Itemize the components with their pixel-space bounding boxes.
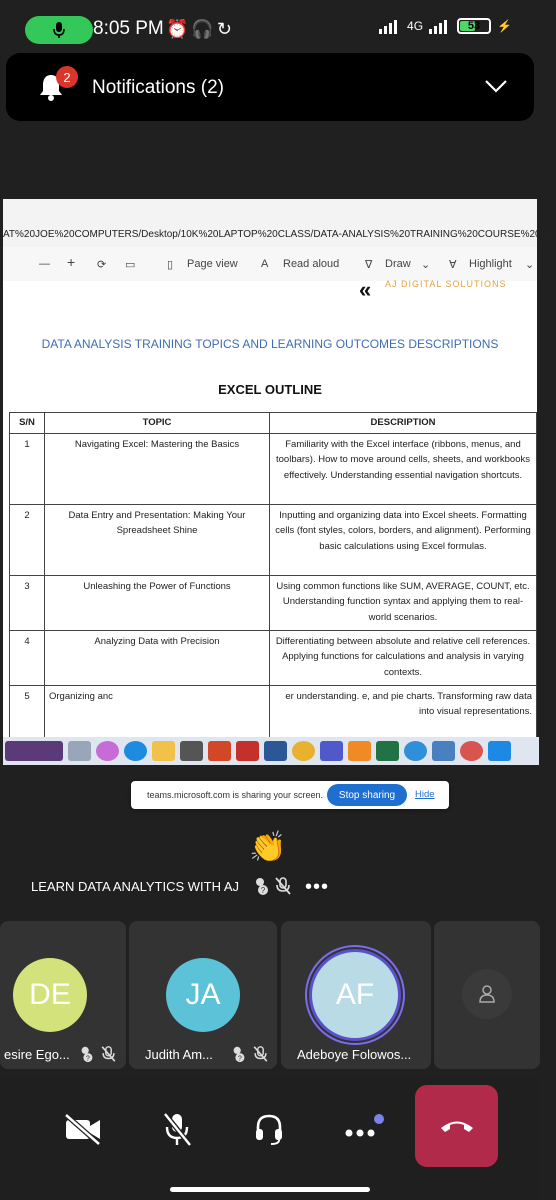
sharing-banner-text: teams.microsoft.com is sharing your screen.: [147, 790, 324, 800]
svg-text:?: ?: [237, 1053, 242, 1063]
mic-off-button[interactable]: [152, 1104, 202, 1154]
screen-sharing-banner: [131, 781, 449, 809]
document-subheading: EXCEL OUTLINE: [218, 382, 322, 397]
powerpoint-icon[interactable]: [208, 741, 231, 761]
excel-outline-table: [9, 412, 537, 746]
unknown-participant-icon: [230, 1045, 248, 1063]
table-header-row: [10, 413, 537, 434]
call-controls: [0, 1076, 540, 1200]
word-icon[interactable]: [264, 741, 287, 761]
zoom-in-button[interactable]: +: [67, 254, 76, 270]
audio-output-button[interactable]: [244, 1104, 294, 1154]
status-right: [379, 18, 512, 34]
svg-text:?: ?: [260, 886, 266, 895]
more-actions-button[interactable]: [338, 1104, 388, 1154]
mail-icon[interactable]: [180, 741, 203, 761]
headset-icon: [253, 1112, 285, 1146]
highlight-button[interactable]: Highlight: [469, 258, 512, 270]
status-bar: [0, 0, 540, 60]
chevron-down-icon[interactable]: ⌄: [421, 259, 431, 271]
meeting-title: LEARN DATA ANALYTICS WITH AJ: [31, 879, 240, 894]
cell-description: Inputting and organizing data into Excel sheets. Formatting cells (font styles, colors, borders, and alignment). Performing basic calculations using Excel formulas.: [270, 504, 537, 575]
person-icon: [478, 984, 496, 1004]
participant-name: esire Ego...: [4, 1047, 70, 1062]
meeting-title-row: [0, 862, 540, 910]
signal-icon-2: [429, 18, 451, 34]
stop-sharing-button[interactable]: Stop sharing: [327, 784, 407, 806]
fit-page-icon[interactable]: ▭: [125, 259, 136, 271]
draw-icon: ∇: [365, 259, 373, 271]
screen-capture-icon[interactable]: [432, 741, 455, 761]
vlc-icon[interactable]: [348, 741, 371, 761]
participant-tile-de[interactable]: [0, 921, 126, 1069]
avatar-speaking: AF: [309, 949, 401, 1041]
sync-icon: ↻: [216, 19, 235, 39]
edge-icon[interactable]: [124, 741, 147, 761]
participant-tile-ja[interactable]: [129, 921, 277, 1069]
cell-description: Using common functions like SUM, AVERAGE, COUNT, etc. Understanding function syntax and applying them to real-world scenarios.: [270, 575, 537, 630]
more-options-button[interactable]: •••: [305, 876, 330, 898]
company-logo-icon: «: [359, 277, 372, 302]
participant-name: Judith Am...: [145, 1047, 213, 1062]
cell-topic: Navigating Excel: Mastering the Basics: [45, 433, 270, 504]
cell-description: er understanding. e, and pie charts. Transforming raw data into visual representations.: [270, 685, 537, 745]
chrome-profile-icon[interactable]: [460, 741, 483, 761]
table-row: [10, 630, 537, 685]
acrobat-icon[interactable]: [236, 741, 259, 761]
column-header-topic: TOPIC: [45, 413, 270, 434]
zoom-out-button[interactable]: —: [39, 258, 50, 270]
alarm-icon: ⏰: [166, 19, 192, 39]
cell-sn: 2: [10, 504, 45, 575]
notification-count-badge: 2: [56, 66, 78, 88]
mic-off-icon: [100, 1045, 117, 1063]
settings-app-icon[interactable]: [488, 741, 511, 761]
camera-off-button[interactable]: [58, 1104, 108, 1154]
signal-icon: [379, 18, 401, 34]
table-row: [10, 433, 537, 504]
status-app-icons: [166, 19, 235, 40]
unknown-participant-icon: [252, 876, 272, 896]
page-view-button[interactable]: Page view: [187, 258, 238, 270]
camera-off-icon: [63, 1112, 103, 1146]
chrome-icon[interactable]: [292, 741, 315, 761]
cell-sn: 4: [10, 630, 45, 685]
draw-button[interactable]: Draw: [385, 258, 411, 270]
table-row: [10, 685, 537, 745]
clapping-reaction-icon: 👏: [249, 831, 287, 864]
task-view-icon[interactable]: [68, 741, 91, 761]
cell-sn: 5: [10, 685, 45, 745]
pdf-document: [3, 277, 537, 801]
participant-tile-af[interactable]: [281, 921, 431, 1069]
document-heading: DATA ANALYSIS TRAINING TOPICS AND LEARNING OUTCOMES DESCRIPTIONS: [41, 337, 499, 351]
battery-percent: 53: [467, 20, 481, 32]
notifications-panel[interactable]: [6, 53, 534, 121]
microphone-icon: [52, 21, 66, 39]
desktop-wallpaper-icon: [5, 741, 63, 761]
rotate-icon[interactable]: ⟳: [97, 259, 107, 271]
status-time: 8:05 PM: [93, 18, 164, 39]
read-aloud-button[interactable]: Read aloud: [283, 258, 340, 270]
end-call-button[interactable]: [415, 1085, 498, 1167]
cell-topic: Unleashing the Power of Functions: [45, 575, 270, 630]
mic-off-icon: [162, 1111, 192, 1147]
chevron-down-icon[interactable]: [484, 79, 508, 93]
windows-taskbar: [3, 737, 539, 765]
logo-text: AJ DIGITAL SOLUTIONS: [385, 279, 507, 289]
highlight-icon: ∀: [449, 259, 457, 271]
table-row: [10, 504, 537, 575]
read-aloud-icon: A: [261, 258, 269, 270]
teams-icon[interactable]: [320, 741, 343, 761]
file-explorer-icon[interactable]: [152, 741, 175, 761]
cell-topic: Analyzing Data with Precision: [45, 630, 270, 685]
notifications-title: Notifications (2): [92, 77, 224, 98]
cell-topic: Organizing anc: [45, 685, 270, 745]
avatar: JA: [166, 958, 240, 1032]
cell-description: Familiarity with the Excel interface (ribbons, menus, and toolbars). How to move around cells, sheets, and workbooks effectively. Understanding essential navigation shortcuts.: [270, 433, 537, 504]
excel-icon[interactable]: [376, 741, 399, 761]
battery-icon: [457, 18, 491, 34]
more-participants-tile[interactable]: [434, 921, 540, 1069]
cell-sn: 3: [10, 575, 45, 630]
table-row: [10, 575, 537, 630]
cell-sn: 1: [10, 433, 45, 504]
avatar: DE: [13, 958, 87, 1032]
svg-text:?: ?: [85, 1053, 90, 1063]
mic-off-icon: [252, 1045, 269, 1063]
person-placeholder: [462, 969, 512, 1019]
sync-app-icon[interactable]: [404, 741, 427, 761]
hang-up-icon: [439, 1117, 475, 1135]
page-view-icon: ▯: [167, 259, 174, 271]
pdf-toolbar: [3, 247, 537, 282]
mic-off-icon: [274, 876, 292, 896]
more-icon: [343, 1114, 383, 1144]
chevron-down-icon[interactable]: ⌄: [525, 259, 535, 271]
unknown-participant-icon: [78, 1045, 96, 1063]
column-header-description: DESCRIPTION: [270, 413, 537, 434]
shared-screen: [3, 199, 556, 801]
cell-topic: Data Entry and Presentation: Making Your Spreadsheet Shine: [45, 504, 270, 575]
participant-status-icons: [78, 1045, 117, 1063]
participant-status-icons: [230, 1045, 269, 1063]
charging-icon: ⚡: [497, 19, 512, 33]
cell-description: Differentiating between absolute and relative cell references. Applying functions for calculations and analysis in varying contexts.: [270, 630, 537, 685]
copilot-icon[interactable]: [96, 741, 119, 761]
network-label: 4G: [407, 19, 424, 33]
browser-address-bar[interactable]: [3, 199, 556, 248]
headset-icon: 🎧: [191, 19, 217, 39]
ongoing-call-pill[interactable]: [25, 16, 93, 44]
home-indicator[interactable]: [170, 1187, 370, 1192]
participant-name: Adeboye Folowos...: [297, 1047, 412, 1062]
hide-link[interactable]: Hide: [415, 789, 435, 800]
url-text[interactable]: AT%20JOE%20COMPUTERS/Desktop/10K%20LAPTOP%20CLASS/DATA-ANALYSIS%20TRAINING%20COURSE%20OU: [3, 229, 556, 240]
column-header-sn: S/N: [10, 413, 45, 434]
